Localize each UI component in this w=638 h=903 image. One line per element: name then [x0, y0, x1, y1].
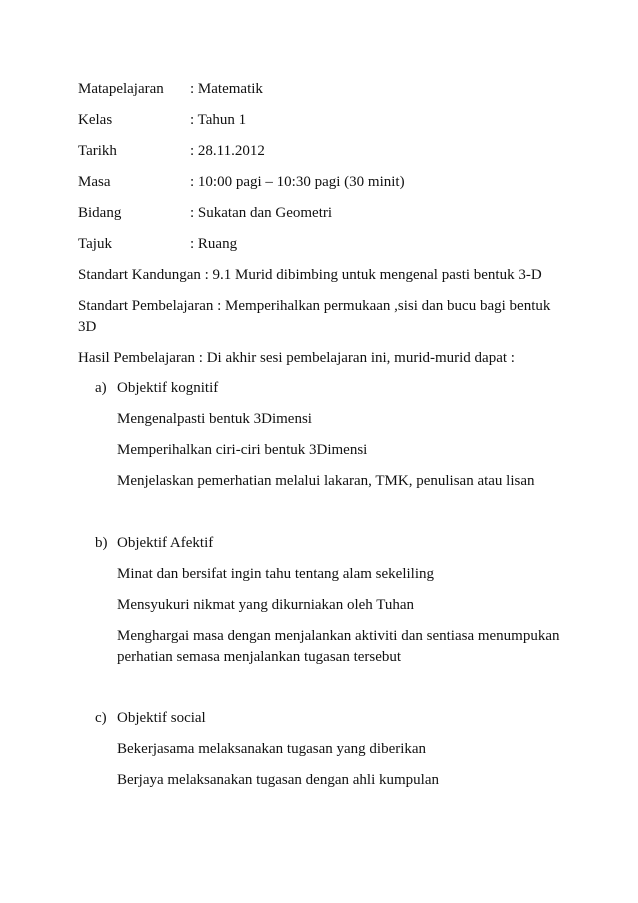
standart-pembelajaran: Standart Pembelajaran : Memperihalkan permukaan ,sisi dan bucu bagi bentuk: [78, 298, 551, 314]
objective-item: Mensyukuri nikmat yang dikurniakan oleh Tuhan: [117, 597, 415, 613]
standart-kandungan: Standart Kandungan : 9.1 Murid dibimbing untuk mengenal pasti bentuk 3-D: [78, 267, 542, 283]
standart-pembelajaran-continued: 3D: [78, 319, 97, 335]
value-tajuk: : Ruang: [190, 236, 238, 252]
objective-title-social: Objektif social: [117, 710, 206, 726]
value-tarikh: : 28.11.2012: [190, 143, 265, 159]
objective-title-afektif: Objektif Afektif: [117, 535, 214, 551]
objective-item: Berjaya melaksanakan tugasan dengan ahli kumpulan: [117, 772, 439, 788]
objective-item-continued: perhatian semasa menjalankan tugasan tersebut: [117, 649, 402, 665]
hasil-pembelajaran: Hasil Pembelajaran : Di akhir sesi pembelajaran ini, murid-murid dapat :: [78, 350, 515, 366]
label-matapelajaran: Matapelajaran: [78, 81, 164, 97]
objective-item: Memperihalkan ciri-ciri bentuk 3Dimensi: [117, 442, 368, 458]
objective-marker-c: c): [95, 710, 107, 726]
objective-marker-b: b): [95, 535, 108, 551]
label-masa: Masa: [78, 174, 111, 190]
value-masa: : 10:00 pagi – 10:30 pagi (30 minit): [190, 174, 405, 190]
value-kelas: : Tahun 1: [190, 112, 247, 128]
objective-item: Menghargai masa dengan menjalankan aktiviti dan sentiasa menumpukan: [117, 628, 560, 644]
objective-item: Bekerjasama melaksanakan tugasan yang diberikan: [117, 741, 427, 757]
objective-item: Mengenalpasti bentuk 3Dimensi: [117, 411, 312, 427]
label-bidang: Bidang: [78, 205, 122, 221]
objective-marker-a: a): [95, 380, 107, 396]
label-kelas: Kelas: [78, 112, 113, 128]
objective-item: Minat dan bersifat ingin tahu tentang alam sekeliling: [117, 566, 434, 582]
value-matapelajaran: : Matematik: [190, 81, 263, 97]
label-tajuk: Tajuk: [78, 236, 112, 252]
label-tarikh: Tarikh: [78, 143, 117, 159]
objective-title-kognitif: Objektif kognitif: [117, 380, 219, 396]
value-bidang: : Sukatan dan Geometri: [190, 205, 333, 221]
objective-item: Menjelaskan pemerhatian melalui lakaran, TMK, penulisan atau lisan: [117, 473, 535, 489]
